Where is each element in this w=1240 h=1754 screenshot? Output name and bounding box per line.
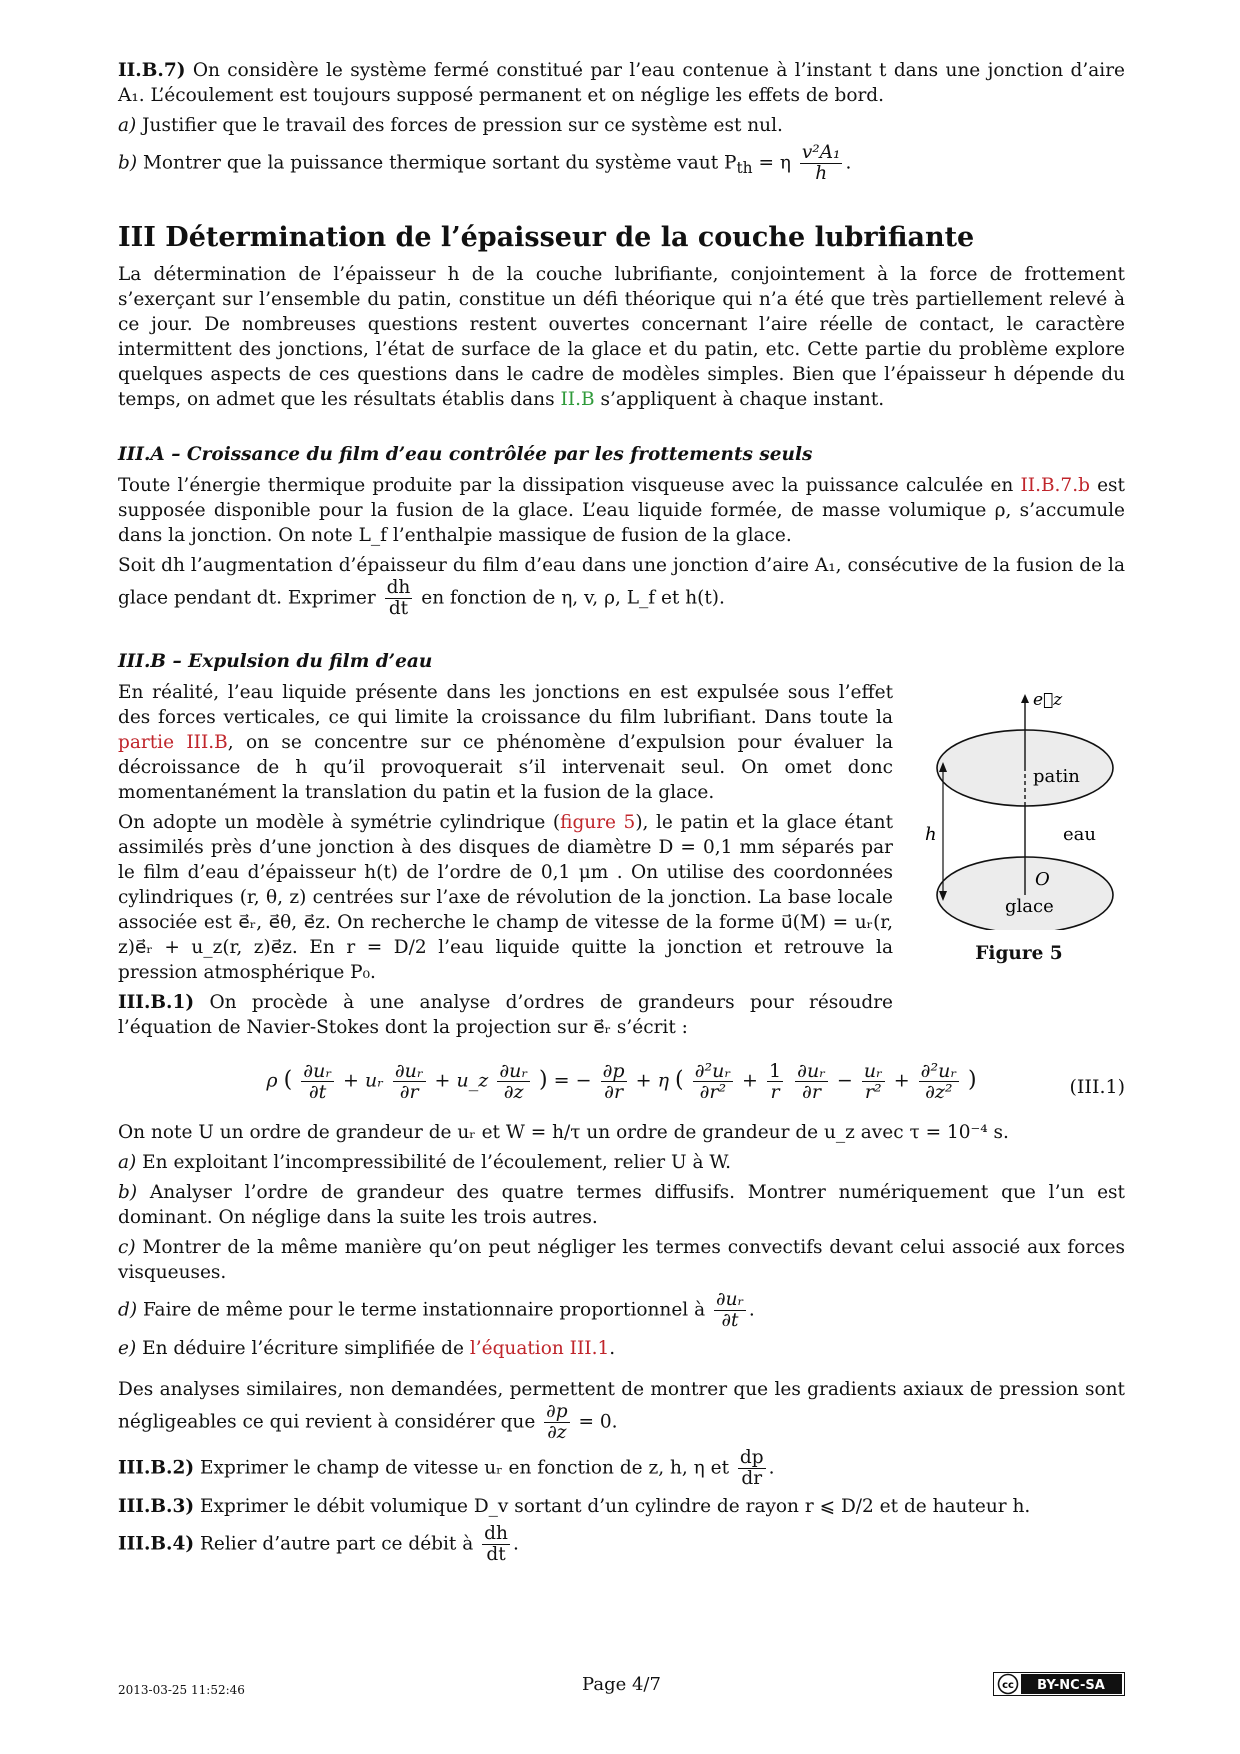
equation-number: (III.1) (1069, 1076, 1125, 1098)
fraction-dh-dt: $\frac{dh}{dt}$ (386, 577, 411, 619)
cc-text: cc (1002, 1680, 1014, 1691)
link-equation-iii-1[interactable]: l’équation III.1 (469, 1338, 610, 1359)
paragraph-a1: Toute l’énergie thermique produite par la dissipation visqueuse avec la puissance calculée en II.B.7.b est supposée disponible pour la fusion de la glace. L’eau liquide formée, de masse volumique ρ, s’accumule dans la jonction. On note L_f l’enthalpie massique de fusion de la glace. (118, 475, 1125, 546)
paragraph-pressure: Des analyses similaires, non demandées, permettent de montrer que les gradients axiaux de pression sont négligeables ce qui revient à considérer que $\frac{\partial p}{\partial z}$ = 0. (118, 1379, 1125, 1443)
text-column (118, 680, 893, 1045)
orders-intro: On note U un ordre de grandeur de uᵣ et W = h/τ un ordre de grandeur de u_z avec τ = 10⁻⁴ s. (118, 1122, 1009, 1143)
text-with-figure (118, 680, 1125, 1045)
question-iii-b-4: III.B.4) Relier d’autre part ce débit à $\frac{dh}{dt}$ . (118, 1523, 519, 1565)
ez-arrowhead-icon (1021, 694, 1029, 703)
origin-label: O (1035, 869, 1050, 890)
link-ii-b-7-b[interactable]: II.B.7.b (1020, 475, 1090, 496)
question-ii-b-7: II.B.7) On considère le système fermé constitué par l’eau contenue à l’instant t dans une jonction d’aire A₁. L’écoulement est toujours supposé permanent et on néglige les effets de bord. (118, 60, 1125, 106)
junction-diagram (913, 680, 1125, 930)
paragraph-a2: Soit dh l’augmentation d’épaisseur du film d’eau dans une jonction d’aire A₁, consécutive de la fusion de la glace pendant dt. Exprimer $\frac{dh}{dt}$ en fonction de η, v, ρ, L_f et h(t). (118, 555, 1125, 619)
link-partie-iii-b[interactable]: partie III.B (118, 732, 228, 753)
question-iii-b-3: III.B.3) Exprimer le débit volumique D_v sortant d’un cylindre de rayon r ⩽ D/2 et de hauteur h. (118, 1496, 1031, 1517)
figure-5 (913, 680, 1125, 1045)
footer-page-number: Page 4/7 (582, 1674, 661, 1695)
link-ii-b[interactable]: II.B (560, 389, 595, 410)
page-content (118, 58, 1125, 1570)
question-iii-b-1-b: b) Analyser l’ordre de grandeur des quatre termes diffusifs. Montrer numériquement que l’un est dominant. On néglige dans la suite les trois autres. (118, 1182, 1125, 1228)
license-text: BY-NC-SA (1037, 1678, 1105, 1693)
paragraph-b2: On adopte un modèle à symétrie cylindrique (figure 5), le patin et la glace étant assimilés près d’une jonction à des disques de diamètre D = 0,1 mm séparés par le film d’eau d’épaisseur h(t) de l’ordre de 0,1 μm . On utilise des coordonnées cylindriques (r, θ, z) centrées sur l’axe de révolution de la jonction. La base locale associée est e⃗ᵣ, e⃗θ, e⃗z. On recherche le champ de vitesse de la forme u⃗(M) = uᵣ(r, z)e⃗ᵣ + u_z(r, z)e⃗z. En r = D/2 l’eau liquide quitte la jonction et retrouve la pression atmosphérique P₀. (118, 812, 894, 983)
glace-label: glace (1005, 896, 1054, 917)
question-iii-b-1-d: d) Faire de même pour le terme instationnaire proportionnel à $\frac{\text{∂uᵣ}}{\partial t}$ . (118, 1289, 755, 1331)
paragraph-b1: En réalité, l’eau liquide présente dans les jonctions en est expulsée sous l’effet des forces verticales, ce qui limite la croissance du film lubrifiant. Dans toute la partie III.B, on se concentre sur ce phénomène d’expulsion pour évaluer la décroissance de h qu’il provoquerait s’il intervenait seul. On omet donc momentanément la translation du patin et la fusion de la glace. (118, 682, 893, 803)
subsection-title-b: III.B – Expulsion du film d’eau (118, 651, 433, 672)
h-label: h (925, 824, 937, 845)
figure-caption: Figure 5 (975, 943, 1063, 964)
question-iii-b-1: III.B.1) On procède à une analyse d’ordres de grandeurs pour résoudre l’équation de Navier-Stokes dont la projection sur e⃗ᵣ s’écrit : (118, 992, 893, 1038)
subsection-title-a: III.A – Croissance du film d’eau contrôlée par les frottements seuls (118, 444, 813, 465)
page-footer (118, 1670, 1125, 1698)
cc-license-badge[interactable] (993, 1672, 1125, 1705)
eau-label: eau (1063, 824, 1096, 845)
question-iii-b-1-c: c) Montrer de la même manière qu’on peut négliger les termes convectifs devant celui associé aux forces visqueuses. (118, 1237, 1125, 1283)
equation-iii-1: ρ ( $\frac{\text{∂uᵣ}}{\partial t}$ + uᵣ $\frac{\text{∂uᵣ}}{\partial r}$ + u_z $\frac{\text{∂uᵣ}}{\partial z}$ ) = − $\frac{\partial p}{\partial r}$ + η ( $\frac{\text{∂²uᵣ}}{\text{∂r²}}$ + $\frac{1}{r}$ $\frac{\text{∂uᵣ}}{\partial r}$ − $\frac{\text{uᵣ}}{\text{r²}}$ + $\frac{\text{∂²uᵣ}}{\text{∂z²}}$ ) (III.1) (266, 1060, 1125, 1103)
cc-by-nc-sa-icon (993, 1672, 1125, 1696)
question-ii-b-7-b: b) Montrer que la puissance thermique sortant du système vaut $P_{th} = \eta$ $\frac{\text{v²A₁}}{h}$ . (118, 142, 852, 184)
question-iii-b-2: III.B.2) Exprimer le champ de vitesse uᵣ en fonction de z, h, η et $\frac{dp}{dr}$ . (118, 1447, 775, 1489)
ez-label: e⃗z (1033, 690, 1063, 710)
footer-date: 2013-03-25 11:52:46 (118, 1683, 245, 1697)
question-iii-b-1-e: e) En déduire l’écriture simplifiée de l’équation III.1. (118, 1338, 616, 1359)
section-title: III Détermination de l’épaisseur de la couche lubrifiante (118, 222, 975, 253)
fraction-power: $\frac{\text{v²A₁}}{h}$ (801, 142, 841, 184)
section-intro: La détermination de l’épaisseur h de la couche lubrifiante, conjointement à la force de frottement s’exerçant sur l’ensemble du patin, constitue un défi théorique qui n’a été que très partiellement relevé à ce jour. De nombreuses questions restent ouvertes concernant l’aire réelle de contact, le caractère intermittent des jonctions, l’état de surface de la glace et du patin, etc. Cette partie du problème explore quelques aspects de ces questions dans le cadre de modèles simples. Bien que l’épaisseur h dépende du temps, on admet que les résultats établis dans II.B s’appliquent à chaque instant. (118, 264, 1125, 410)
patin-label: patin (1033, 766, 1080, 787)
link-figure-5[interactable]: figure 5 (560, 812, 636, 833)
question-iii-b-1-a: a) En exploitant l’incompressibilité de l’écoulement, relier U à W. (118, 1152, 732, 1173)
question-ii-b-7-a: a) Justifier que le travail des forces de pression sur ce système est nul. (118, 115, 783, 136)
